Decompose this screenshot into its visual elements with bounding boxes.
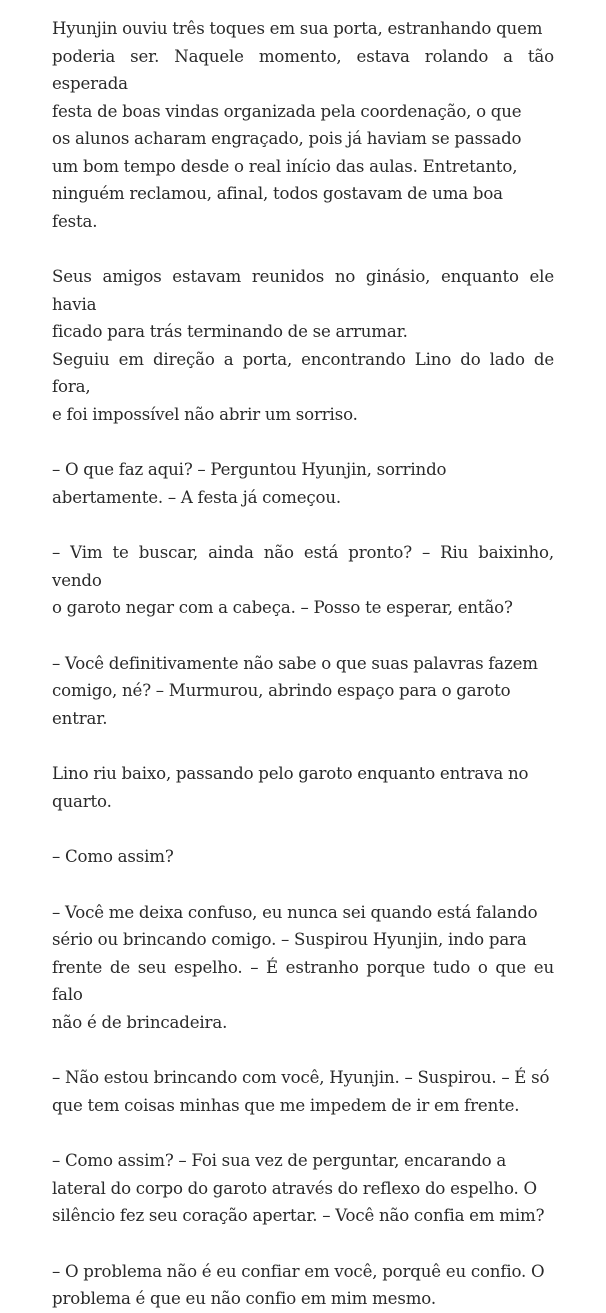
- paragraph: [52, 760, 554, 815]
- text-line: Seus amigos estavam reunidos no ginásio, enquanto ele havia: [52, 267, 554, 314]
- text-line: e foi impossível não abrir um sorriso.: [52, 404, 358, 424]
- paragraph: [52, 1147, 554, 1230]
- text-line: festa.: [52, 211, 98, 231]
- text-line: – O que faz aqui? – Perguntou Hyunjin, sorrindo: [52, 460, 447, 479]
- text-line: Lino riu baixo, passando pelo garoto enquanto entrava no: [52, 764, 529, 783]
- text-line: ficado para trás terminando de se arrumar.: [52, 322, 408, 341]
- paragraph: [52, 346, 554, 429]
- text-line: – Como assim? – Foi sua vez de perguntar, encarando a: [52, 1151, 507, 1170]
- text-line: lateral do corpo do garoto através do reflexo do espelho. O: [52, 1178, 537, 1198]
- text-line: – Não estou brincando com você, Hyunjin. – Suspirou. – É só: [52, 1068, 550, 1087]
- text-line: – Vim te buscar, ainda não está pronto? – Riu baixinho, vendo: [52, 543, 554, 590]
- text-line: festa de boas vindas organizada pela coordenação, o que: [52, 101, 522, 121]
- text-line: Seguiu em direção a porta, encontrando Lino do lado de fora,: [52, 349, 554, 396]
- text-line: – Você definitivamente não sabe o que suas palavras fazem: [52, 653, 538, 673]
- paragraph: [52, 650, 554, 733]
- paragraph: [52, 263, 554, 346]
- text-line: problema é que eu não confio em mim mesmo.: [52, 1289, 436, 1308]
- paragraph: [52, 15, 554, 235]
- text-line: que tem coisas minhas que me impedem de ir em frente.: [52, 1095, 520, 1115]
- paragraph: [52, 539, 554, 622]
- text-line: ninguém reclamou, afinal, todos gostavam de uma boa: [52, 184, 503, 203]
- text-line: um bom tempo desde o real início das aulas. Entretanto,: [52, 156, 518, 176]
- paragraph: [52, 1258, 554, 1313]
- paragraph: [52, 899, 554, 1037]
- text-line: – Como assim?: [52, 847, 174, 866]
- text-line: – O problema não é eu confiar em você, porquê eu confio. O: [52, 1261, 545, 1281]
- text-line: o garoto negar com a cabeça. – Posso te esperar, então?: [52, 598, 513, 617]
- text-line: silêncio fez seu coração apertar. – Você não confia em mim?: [52, 1206, 545, 1225]
- paragraph: [52, 843, 554, 871]
- text-line: entrar.: [52, 708, 108, 728]
- text-line: não é de brincadeira.: [52, 1012, 228, 1032]
- text-line: os alunos acharam engraçado, pois já haviam se passado: [52, 129, 522, 148]
- text-line: poderia ser. Naquele momento, estava rolando a tão esperada: [52, 46, 554, 93]
- text-line: Hyunjin ouviu três toques em sua porta, estranhando quem: [52, 19, 543, 38]
- text-line: quarto.: [52, 791, 112, 811]
- text-line: – Você me deixa confuso, eu nunca sei quando está falando: [52, 902, 538, 922]
- text-line: frente de seu espelho. – É estranho porque tudo o que eu falo: [52, 957, 554, 1004]
- text-line: abertamente. – A festa já começou.: [52, 487, 342, 507]
- text-line: sério ou brincando comigo. – Suspirou Hyunjin, indo para: [52, 930, 527, 949]
- paragraph: [52, 1064, 554, 1119]
- paragraph: [52, 456, 554, 511]
- text-line: comigo, né? – Murmurou, abrindo espaço para o garoto: [52, 681, 511, 700]
